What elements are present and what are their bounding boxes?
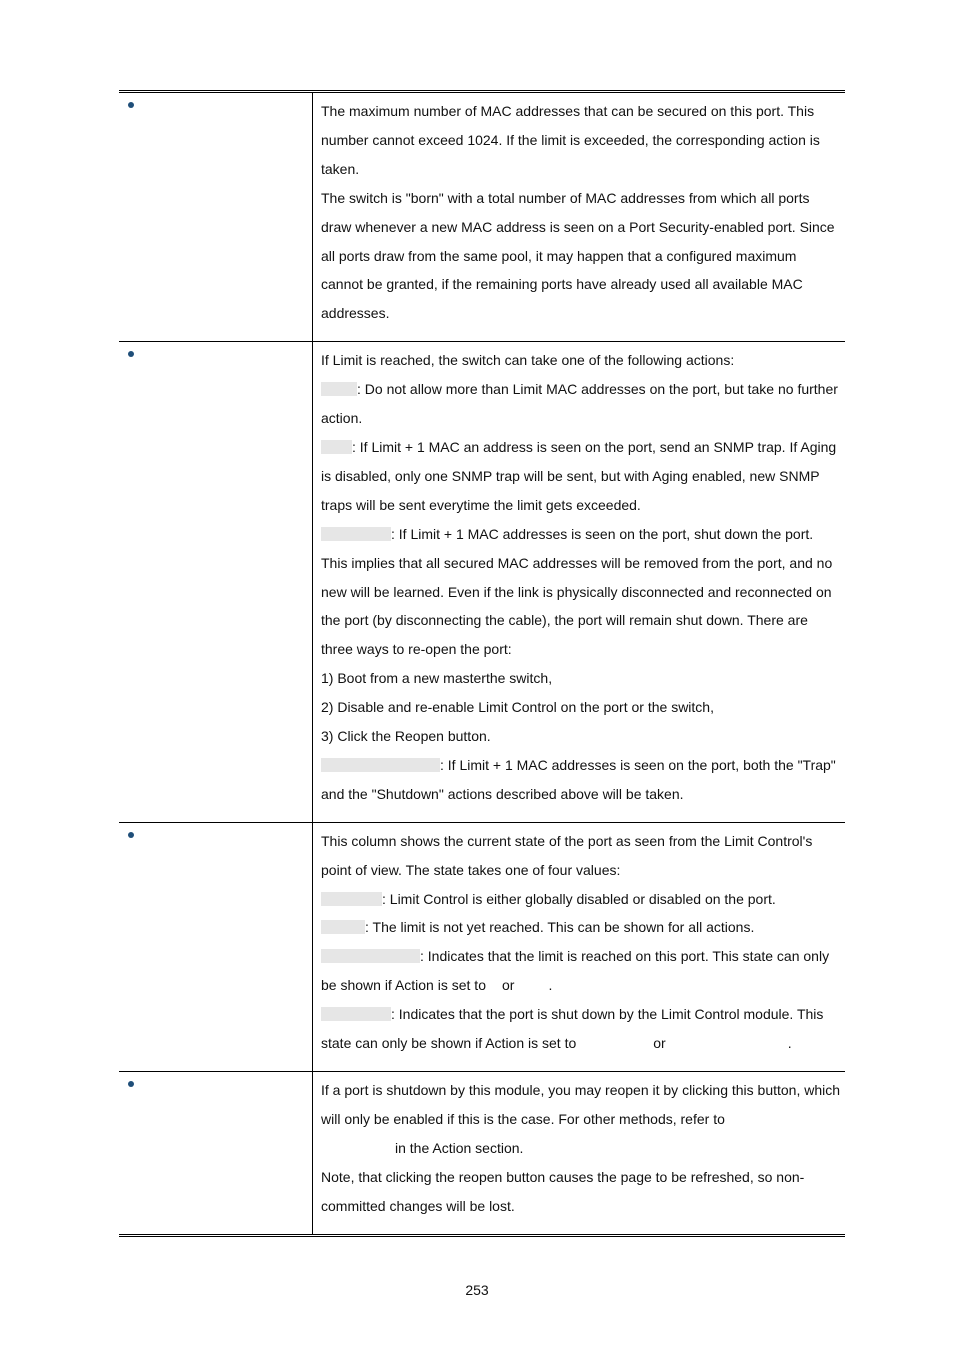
term-placeholder bbox=[321, 440, 352, 454]
term-placeholder bbox=[321, 758, 440, 772]
term-placeholder bbox=[321, 527, 391, 541]
state-limit-reached-item: : Indicates that the limit is reached on this port. This state can only be shown if Action is set to or . bbox=[321, 948, 830, 994]
action-trap-item: : If Limit + 1 MAC an address is seen on the port, send an SNMP trap. If Aging is disabled, only one SNMP trap will be sent, but with Aging enabled, new SNMP traps will be sent everytime the limit gets exceeded. bbox=[321, 438, 837, 513]
state-shutdown-item: : Indicates that the port is shut down by the Limit Control module. This state can only be shown if Action is set to or . bbox=[321, 1006, 824, 1052]
action-trap-shutdown-item: : If Limit + 1 MAC addresses is seen on the port, both the "Trap" and the "Shutdown" actions described above will be taken. bbox=[321, 756, 836, 802]
description-paragraph: The maximum number of MAC addresses that can be secured on this port. This number cannot exceed 1024. If the limit is exceeded, the corresponding action is taken. bbox=[321, 103, 820, 177]
term-placeholder bbox=[321, 920, 365, 934]
state-disabled-item: : Limit Control is either globally disabled or disabled on the port. bbox=[321, 885, 841, 914]
bullet-icon bbox=[128, 102, 134, 108]
reopen-step: 2) Disable and re-enable Limit Control on the port or the switch, bbox=[321, 699, 714, 716]
parameter-table bbox=[119, 90, 845, 1237]
reopen-step: 3) Click the Reopen button. bbox=[321, 728, 491, 745]
parameter-description-cell bbox=[313, 1072, 846, 1236]
description-paragraph: This column shows the current state of the port as seen from the Limit Control's point of view. The state takes one of four values: bbox=[321, 832, 813, 878]
table-row-reopen bbox=[119, 1072, 845, 1236]
description-paragraph: Note, that clicking the reopen button causes the page to be refreshed, so non-committed changes will be lost. bbox=[321, 1168, 805, 1214]
parameter-name-cell bbox=[119, 1072, 313, 1236]
table-row-max-mac bbox=[119, 92, 845, 342]
term-placeholder bbox=[321, 1007, 391, 1021]
action-none-item: : Do not allow more than Limit MAC addresses on the port, but take no further action. bbox=[321, 381, 838, 427]
description-paragraph: The switch is "born" with a total number of MAC addresses from which all ports draw whenever a new MAC address is seen on a Port Security-enabled port. Since all ports draw from the same pool, it may happen that a configured maximum cannot be granted, if the remaining ports have already used all available MAC addresses. bbox=[321, 189, 835, 322]
parameter-description-cell bbox=[313, 342, 846, 823]
bullet-icon bbox=[128, 832, 134, 838]
table-row-action bbox=[119, 342, 845, 823]
term-placeholder bbox=[321, 382, 357, 396]
term-placeholder bbox=[321, 892, 382, 906]
state-ready-item: : The limit is not yet reached. This can be shown for all actions. bbox=[321, 913, 841, 942]
parameter-name-cell bbox=[119, 342, 313, 823]
parameter-description-cell bbox=[313, 822, 846, 1071]
bullet-icon bbox=[128, 351, 134, 357]
description-paragraph: If a port is shutdown by this module, you may reopen it by clicking this button, which will only be enabled if this is the case. For other methods, refer to in the Action section. bbox=[321, 1082, 841, 1156]
term-placeholder bbox=[321, 949, 420, 963]
reopen-step: 1) Boot from a new masterthe switch, bbox=[321, 670, 553, 687]
table-row-state bbox=[119, 822, 845, 1071]
parameter-name-cell bbox=[119, 92, 313, 342]
bullet-icon bbox=[128, 1081, 134, 1087]
description-paragraph: If Limit is reached, the switch can take one of the following actions: bbox=[321, 352, 735, 369]
page-number: 253 bbox=[465, 1282, 489, 1298]
action-shutdown-item: : If Limit + 1 MAC addresses is seen on the port, shut down the port. This implies that all secured MAC addresses will be removed from the port, and no new will be learned. Even if the link is physically disconnected and reconnected on the port (by disconnecting the cable), the port will remain shut down. There are three ways to re-open the port: bbox=[321, 525, 833, 658]
parameter-description-cell bbox=[313, 92, 846, 342]
parameter-name-cell bbox=[119, 822, 313, 1071]
